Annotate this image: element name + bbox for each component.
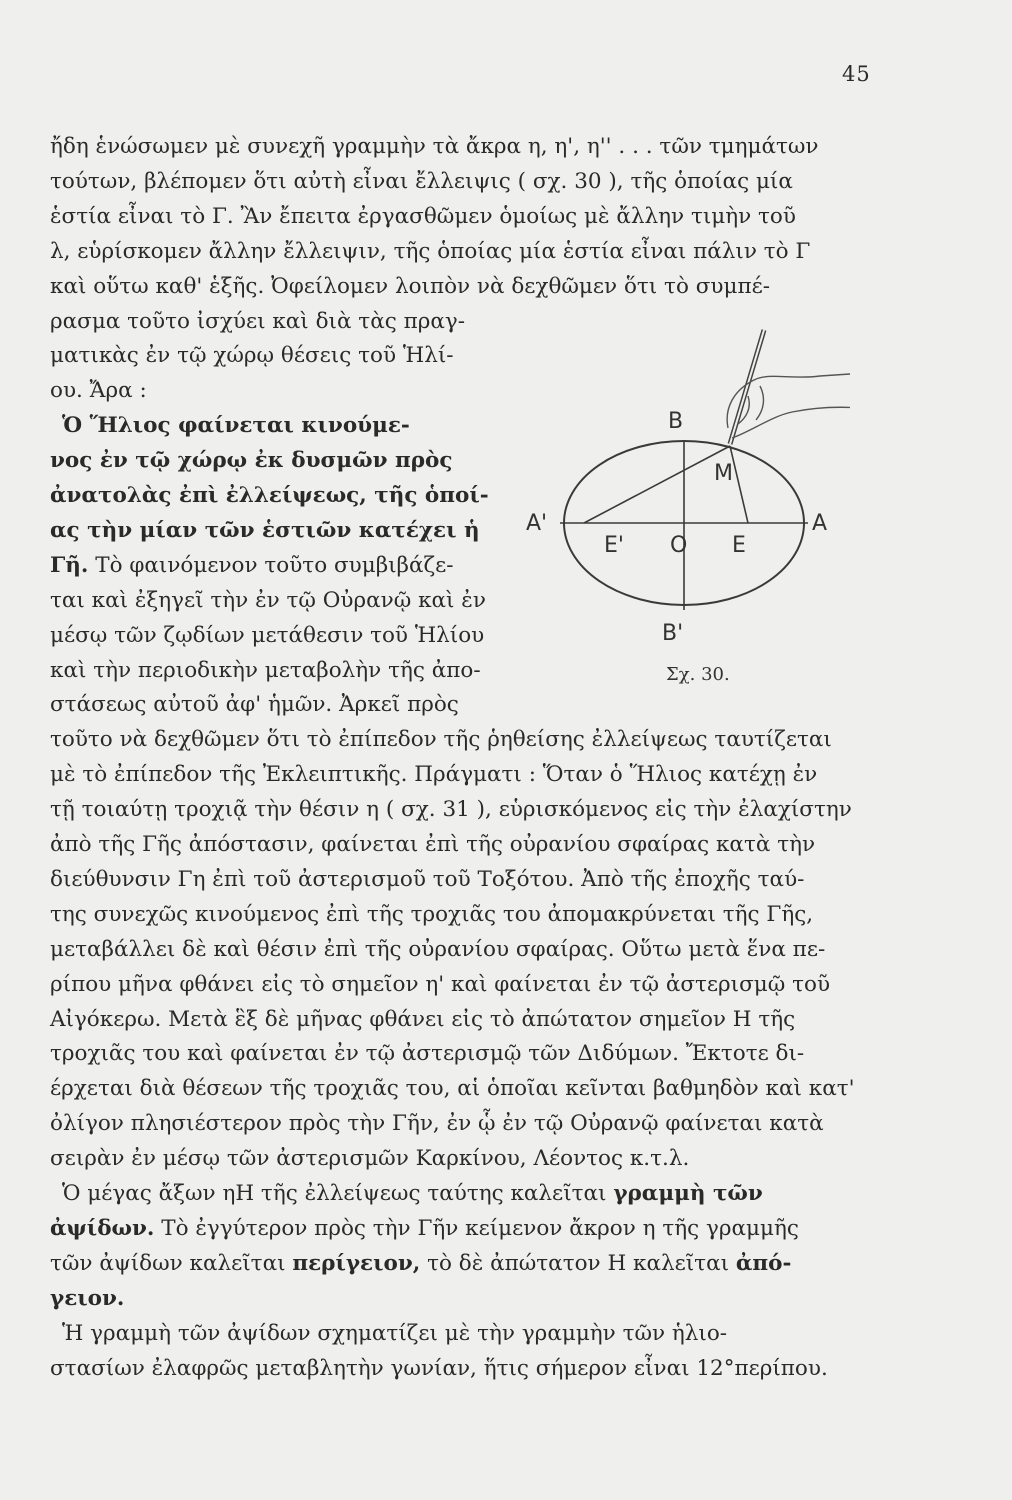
text-line (50, 1249, 791, 1279)
text-span: Τὸ φαινόμενον τοῦτο συμβιβάζε- (88, 552, 454, 578)
text-span: ου. Ἄρα : (50, 378, 147, 404)
text-line (50, 167, 793, 197)
text-line (50, 307, 465, 337)
label-E-prime: E' (604, 533, 624, 558)
figure-30 (520, 320, 850, 690)
text-line (50, 272, 770, 302)
text-span: ἑστία εἶναι τὸ Γ. Ἂν ἔπειτα ἐργασθῶμεν ὁμοίως μὲ ἄλλην τιμὴν τοῦ (50, 203, 796, 229)
text-span: μέσῳ τῶν ζῳδίων μετάθεσιν τοῦ Ἡλίου (50, 622, 485, 648)
figure-caption: Σχ. 30. (666, 664, 730, 685)
text-line (62, 1319, 727, 1349)
text-line (50, 1354, 828, 1384)
page-number: 45 (842, 62, 871, 86)
text-span: έρχεται διὰ θέσεων τῆς τροχιᾶς του, αἱ ὁποῖαι κεῖνται βαθμηδὸν καὶ κατ' (50, 1076, 855, 1102)
text-line (50, 1144, 689, 1174)
label-B-prime: B' (662, 621, 684, 646)
label-E: E (732, 533, 746, 558)
text-line (50, 621, 484, 651)
text-span: Αἰγόκερω. Μετὰ ἓξ δὲ μῆνας φθάνει εἰς τὸ ἀπώτατον σημεῖον Η τῆς (50, 1006, 796, 1032)
text-span: Τὸ ἐγγύτερον πρὸς τὴν Γῆν κείμενον ἄκρον η τῆς γραμμῆς (154, 1215, 799, 1241)
text-line (50, 132, 819, 162)
text-line (50, 551, 454, 581)
text-span: τὸ δὲ ἀπώτατον Η καλεῖται (420, 1250, 736, 1276)
text-span: καὶ οὕτω καθ' ἑξῆς. Ὀφείλομεν λοιπὸν νὰ δεχθῶμεν ὅτι τὸ συμπέ- (50, 273, 770, 299)
text-span: ται καὶ ἐξηγεῖ τὴν ἐν τῷ Οὐρανῷ καὶ ἐν (50, 587, 486, 613)
text-span: τούτων, βλέπομεν ὅτι αὐτὴ εἶναι ἔλλειψις ( σχ. 30 ), τῆς ὁποίας μία (50, 168, 793, 194)
label-M: M (714, 461, 733, 486)
text-span: Ὁ μέγας ἄξων ηΗ τῆς ἐλλείψεως ταύτης καλεῖται (62, 1181, 614, 1206)
label-A-prime: A' (526, 511, 548, 536)
bold-text: ἀπό- (735, 1250, 792, 1276)
text-line (50, 1109, 824, 1139)
text-span: Ἡ γραμμὴ τῶν ἀψίδων σχηματίζει μὲ τὴν γραμμὴν τῶν ἡλιο- (62, 1320, 728, 1346)
text-span: ματικὰς ἐν τῷ χώρῳ θέσεις τοῦ Ἡλί- (50, 343, 454, 369)
bold-text: ἀψίδων. (50, 1215, 155, 1241)
text-span: καὶ τὴν περιοδικὴν μεταβολὴν τῆς ἀπο- (50, 657, 481, 683)
text-span: τοῦτο νὰ δεχθῶμεν ὅτι τὸ ἐπίπεδον τῆς ῥηθείσης ἐλλείψεως ταυτίζεται (50, 727, 832, 753)
label-B: B (668, 409, 684, 434)
text-span: μὲ τὸ ἐπίπεδον τῆς Ἐκλειπτικῆς. Πράγματι : Ὅταν ὁ Ἥλιος κατέχῃ ἐν (50, 762, 818, 788)
bold-text: γειον. (50, 1285, 125, 1311)
ellipse-diagram (520, 320, 850, 690)
text-span: στασίων ἐλαφρῶς μεταβλητὴν γωνίαν, ἥτις σήμερον εἶναι 12°περίπου. (50, 1355, 828, 1381)
text-line (62, 1179, 763, 1209)
text-line (50, 865, 804, 895)
text-line (50, 586, 486, 616)
text-line (50, 830, 815, 860)
focal-line-left (584, 446, 730, 523)
text-span: ρασμα τοῦτο ἰσχύει καὶ διὰ τὰς πραγ- (50, 308, 465, 334)
text-span: τῇ τοιαύτῃ τροχιᾷ τὴν θέσιν η ( σχ. 31 ), εὑρισκόμενος εἰς τὴν ἐλαχίστην (50, 797, 852, 823)
text-line (50, 376, 147, 406)
text-span: τῶν ἀψίδων καλεῖται (50, 1250, 293, 1276)
label-O: O (670, 533, 688, 558)
text-line (50, 1005, 795, 1035)
text-span: λ, εὑρίσκομεν ἄλλην ἔλλειψιν, τῆς ὁποίας μία ἑστία εἶναι πάλιν τὸ Γ (50, 238, 811, 264)
text-line (50, 760, 817, 790)
text-span: στάσεως αὐτοῦ ἀφ' ἡμῶν. Ἀρκεῖ πρὸς (50, 692, 459, 718)
text-line (50, 1074, 855, 1104)
text-line (50, 970, 830, 1000)
text-span: ἀπὸ τῆς Γῆς ἀπόστασιν, φαίνεται ἐπὶ τῆς οὐρανίου σφαίρας κατὰ τὴν (50, 832, 816, 857)
text-line (50, 341, 454, 371)
text-line (50, 900, 813, 930)
text-line (50, 935, 825, 965)
text-line (50, 1214, 799, 1244)
bold-text: περίγειον, (292, 1250, 421, 1276)
text-line (50, 481, 489, 511)
text-line (50, 1284, 124, 1314)
bold-text: ἀνατολὰς ἐπὶ ἐλλείψεως, τῆς ὁποί- (50, 483, 489, 508)
bold-text: ας τὴν μίαν τῶν ἑστιῶν κατέχει ἡ (50, 517, 480, 543)
text-line (62, 411, 410, 441)
text-line (50, 516, 480, 546)
text-line (50, 690, 459, 720)
text-line (50, 1039, 804, 1069)
text-line (50, 656, 481, 686)
text-span: σειρὰν ἐν μέσῳ τῶν ἀστερισμῶν Καρκίνου, Λέοντος κ.τ.λ. (50, 1146, 690, 1172)
text-span: ρίπου μῆνα φθάνει εἰς τὸ σημεῖον η' καὶ φαίνεται ἐν τῷ ἀστερισμῷ τοῦ (50, 971, 831, 997)
text-span: τροχιᾶς του καὶ φαίνεται ἐν τῷ ἀστερισμῷ τῶν Διδύμων. Ἔκτοτε δι- (50, 1041, 805, 1067)
bold-text: Γῆ. (50, 552, 89, 578)
bold-text: Ὁ Ἥλιος φαίνεται κινούμε- (62, 413, 410, 439)
text-line (50, 795, 852, 825)
bold-text: νος ἐν τῷ χώρῳ ἐκ δυσμῶν πρὸς (50, 448, 453, 474)
text-span: διεύθυνσιν Γη ἐπὶ τοῦ ἀστερισμοῦ τοῦ Τοξότου. Ἀπὸ τῆς ἐποχῆς ταύ- (50, 866, 805, 892)
bold-text: γραμμὴ τῶν (613, 1181, 763, 1206)
text-line (50, 725, 832, 755)
text-line (50, 446, 452, 476)
text-line (50, 202, 796, 232)
text-line (50, 237, 810, 267)
text-span: μεταβάλλει δὲ καὶ θέσιν ἐπὶ τῆς οὐρανίου σφαίρας. Οὕτω μετὰ ἕνα πε- (50, 936, 826, 962)
label-A: A (812, 511, 828, 536)
text-span: ὀλίγον πλησιέστερον πρὸς τὴν Γῆν, ἐν ᾧ ἐν τῷ Οὐρανῷ φαίνεται κατὰ (50, 1111, 824, 1137)
text-span: της συνεχῶς κινούμενος ἐπὶ τῆς τροχιᾶς του ἀπομακρύνεται τῆς Γῆς, (50, 901, 814, 927)
text-span: ἤδη ἑνώσωμεν μὲ συνεχῆ γραμμὴν τὰ ἄκρα η, η', η'' . . . τῶν τμημάτων (50, 134, 819, 159)
